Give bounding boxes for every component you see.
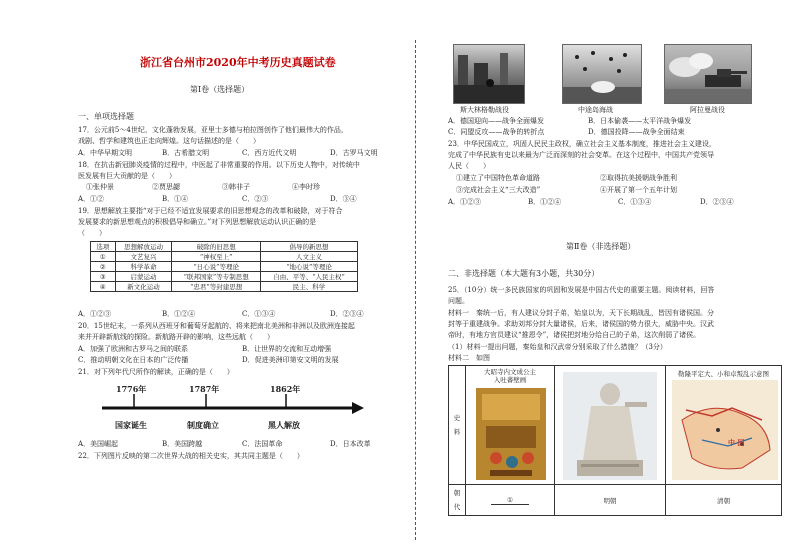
- timeline-arrow: [352, 402, 364, 414]
- table-cell: “地心说”等理论: [261, 262, 358, 272]
- q23-option-d: D．②③④: [700, 198, 734, 206]
- table-cell: “日心说”等理论: [172, 262, 261, 272]
- photo-caption-3: 阿拉曼战役: [690, 106, 725, 114]
- dynasty-cell: 明朝: [555, 485, 666, 516]
- row-label-dynasty: [449, 485, 466, 516]
- dynasty-blank: ①: [491, 496, 529, 505]
- q17-line1: 17．公元前5～4世纪，文化蓬勃发展，亚里士多德与柏拉图创作了他们最伟大的作品，: [78, 126, 348, 134]
- row-label-materials: [449, 366, 466, 485]
- q22-option-a: A．德国迎向——战争全面爆发: [448, 117, 545, 125]
- table-cell: ④: [91, 282, 116, 292]
- q21-option-c: C．法国革命: [242, 440, 283, 448]
- q19-option-c: C．①③④: [242, 310, 276, 318]
- q19-option-a: A．①②③: [78, 310, 112, 318]
- table-header: 选项: [91, 242, 116, 252]
- q23-line1: 23．中华民国成立，巩固人民民主政权，确立社会主义基本制度，推进社会主义建设，: [448, 140, 716, 148]
- q22-option-d: D．德国投降——战争全面结束: [588, 128, 685, 136]
- photo-caption-1: 斯大林格勒战役: [460, 106, 509, 114]
- mural-image: [476, 388, 546, 480]
- q25-material2: 材料二 如图: [448, 354, 490, 362]
- q18-option-a: A．①②: [78, 195, 105, 203]
- q25-material1-line3: 帝时，有地方官员建议“推恩令”，诸侯把封地分给自己的子弟，这次削弱了诸侯。: [448, 331, 701, 339]
- q25-subquestion-1: （1）材料一提出问题，秦始皇和汉武帝分别采取了什么措施？（3分）: [448, 343, 667, 351]
- q19-line1: 19．思想解放主要指“对于已经不适宜发展要求的旧思想观念的改革和破除，对于符合: [78, 207, 343, 215]
- q23-item-3: ③完成社会主义“三大改造”: [456, 186, 541, 194]
- q18-option-d: D．③④: [330, 195, 357, 203]
- q22-option-c: C．同盟反攻——战争的转折点: [448, 128, 545, 136]
- q20-line1: 20．15世纪末，一系列从西班牙和葡萄牙起航的、将来把南北美洲和非洲以及欧洲连接起: [78, 322, 355, 330]
- table-row: [91, 282, 358, 292]
- part2-header: 第Ⅱ卷（非选择题）: [566, 242, 636, 251]
- table-cell: ①: [91, 252, 116, 262]
- q17-option-b: B．古希腊文明: [162, 149, 210, 157]
- photo-el-alamein: [664, 44, 752, 104]
- photo-midway: [562, 44, 642, 104]
- table-cell: 自由、平等、“人民主权”: [261, 272, 358, 282]
- photo-stalingrad-art: [454, 45, 524, 103]
- q23-option-b: B．①②④: [528, 198, 562, 206]
- table-cell: “忠君”等封建思想: [172, 282, 261, 292]
- q20-option-b: B．让世界的交流和互动增强: [242, 345, 332, 353]
- section2-heading: 二、非选择题（本大题有3小题，共30分）: [448, 269, 600, 278]
- mural-caption-line1: 大昭寺内文成公主: [484, 368, 536, 376]
- dynasty-cell: [466, 485, 555, 516]
- q20-option-d: D．促进美洲印第安文明的发展: [242, 356, 339, 364]
- table-cell: ③: [91, 272, 116, 282]
- q18-person-2: ②贾思勰: [152, 183, 180, 191]
- q18-line2: 医发展有巨大贡献的是（ ）: [78, 172, 176, 180]
- q20-option-a: A．加强了欧洲和古罗马之间的联系: [78, 345, 189, 353]
- q23-line3: 人民（ ）: [448, 162, 490, 170]
- dynasty-cell: 清朝: [666, 485, 782, 516]
- q25-line2: 问题。: [448, 297, 469, 305]
- section1-heading: 一、单项选择题: [78, 112, 134, 121]
- table-header: 思想解放运动: [115, 242, 172, 252]
- material-cell-map: [666, 366, 782, 485]
- timeline-year-1: 1776年: [116, 384, 147, 394]
- table-cell: 科学革命: [115, 262, 172, 272]
- q18-person-3: ③韩非子: [222, 183, 250, 191]
- q21-option-a: A．美国崛起: [78, 440, 119, 448]
- timeline-event-1: 国家诞生: [115, 420, 147, 430]
- q23-option-a: A．①②③: [448, 198, 482, 206]
- q23-item-4: ④开展了第一个五年计划: [600, 186, 677, 194]
- map-region-label: 中 国: [728, 438, 745, 447]
- q18-option-c: C．②③: [242, 195, 269, 203]
- q22-option-b: B．日本偷袭——太平洋战争爆发: [588, 117, 692, 125]
- q21-option-b: B．美国跨越: [162, 440, 203, 448]
- mural-caption-line2: 入吐蕃壁画: [493, 376, 527, 384]
- q19-table: [90, 241, 358, 292]
- photo-stalingrad: [453, 44, 525, 104]
- row-label-text: 朝代: [453, 489, 461, 511]
- q25-material1-line1: 材料一 秦统一后，有人建议分封子弟，始皇以为，天下长期战乱，皆因有诸侯国。分: [448, 309, 714, 317]
- page-title: 浙江省台州市2020年中考历史真题试卷: [140, 56, 336, 69]
- q18-line1: 18．在抗击新冠肺炎疫情的过程中，中医起了非常重要的作用。以下历史人物中，对传统中: [78, 161, 360, 169]
- q18-person-4: ④李时珍: [292, 183, 320, 191]
- column-divider: [415, 40, 416, 540]
- q19-line2: 发展要求的新思想观点的积极倡导和确立。”对下列思想解放运动认识正确的是: [78, 218, 317, 226]
- history-materials-table: [448, 365, 782, 516]
- timeline-event-3: 黑人解放: [268, 420, 300, 430]
- table-cell: 启蒙运动: [115, 272, 172, 282]
- table-header-row: [91, 242, 358, 252]
- table-cell: 人文主义: [261, 252, 358, 262]
- statue-image: [563, 372, 657, 480]
- table-cell: 新文化运动: [115, 282, 172, 292]
- photo-midway-art: [563, 45, 641, 103]
- table-cell: “神权至上”: [172, 252, 261, 262]
- table-cell: ②: [91, 262, 116, 272]
- q18-option-b: B．①④: [162, 195, 189, 203]
- table-row: [449, 485, 782, 516]
- q22-line1: 22．下列图片反映的第二次世界大战的相关史实，其共同主题是（ ）: [78, 452, 304, 460]
- q17-line2: 戏剧、哲学和建筑也正走向辉煌。这句话描述的是（ ）: [78, 137, 260, 145]
- q23-option-c: C．①③④: [618, 198, 652, 206]
- row-label-text: 史料: [453, 414, 461, 436]
- map-image: [672, 380, 778, 480]
- table-cell: 民主、科学: [261, 282, 358, 292]
- q21-line1: 21．对下列年代尺所作的解读，正确的是（ ）: [78, 368, 234, 376]
- q23-item-1: ①建立了中国特色革命道路: [456, 174, 540, 182]
- table-header: 破除的旧思想: [172, 242, 261, 252]
- table-header: 倡导的新思想: [261, 242, 358, 252]
- material-cell-statue: [555, 366, 666, 485]
- photo-el-alamein-art: [665, 45, 751, 103]
- q17-option-a: A．中华早期文明: [78, 149, 133, 157]
- mural-caption: [466, 368, 554, 384]
- q21-option-d: D．日本改革: [330, 440, 371, 448]
- timeline-event-2: 制度确立: [187, 420, 219, 430]
- map-caption: 勒隆平定大、小和卓叛乱示意图: [678, 370, 769, 378]
- q20-line2: 来并开辟新航线的探险。新航路开辟的影响，这些远航（ ）: [78, 333, 274, 341]
- table-row: [91, 272, 358, 282]
- table-row: [91, 262, 358, 272]
- timeline-year-3: 1862年: [270, 384, 301, 394]
- photo-caption-2: 中途岛海战: [578, 106, 613, 114]
- table-cell: “联邦国家”等专制思想: [172, 272, 261, 282]
- table-row: [449, 366, 782, 485]
- q23-item-2: ②取得抗美援朝战争胜利: [600, 174, 677, 182]
- q17-option-c: C．西方近代文明: [242, 149, 297, 157]
- q19-option-b: B．①②④: [162, 310, 196, 318]
- table-cell: 文艺复兴: [115, 252, 172, 262]
- timeline-year-2: 1787年: [189, 384, 220, 394]
- q23-line2: 完成了中华民族有史以来最为广泛而深刻的社会变革。在这个过程中，中国共产党领导: [448, 151, 714, 159]
- q19-line3: （ ）: [78, 229, 106, 237]
- table-row: [91, 252, 358, 262]
- q17-option-d: D．古罗马文明: [330, 149, 378, 157]
- part1-header: 第Ⅰ卷（选择题）: [190, 85, 250, 94]
- q25-line1: 25．（10分）统一多民族国家的巩固和发展是中国古代史的重要主题。阅读材料，回答: [448, 286, 715, 294]
- q19-option-d: D．②③④: [330, 310, 364, 318]
- q20-option-c: C．推动明朝文化在日本的广泛传播: [78, 356, 189, 364]
- q25-material1-line2: 封等于重建战争。求助刘邦分封大量诸侯，后来，诸侯国的势力很大，威胁中央。汉武: [448, 320, 714, 328]
- q18-person-1: ①张仲景: [86, 183, 114, 191]
- material-cell-mural: [466, 366, 555, 485]
